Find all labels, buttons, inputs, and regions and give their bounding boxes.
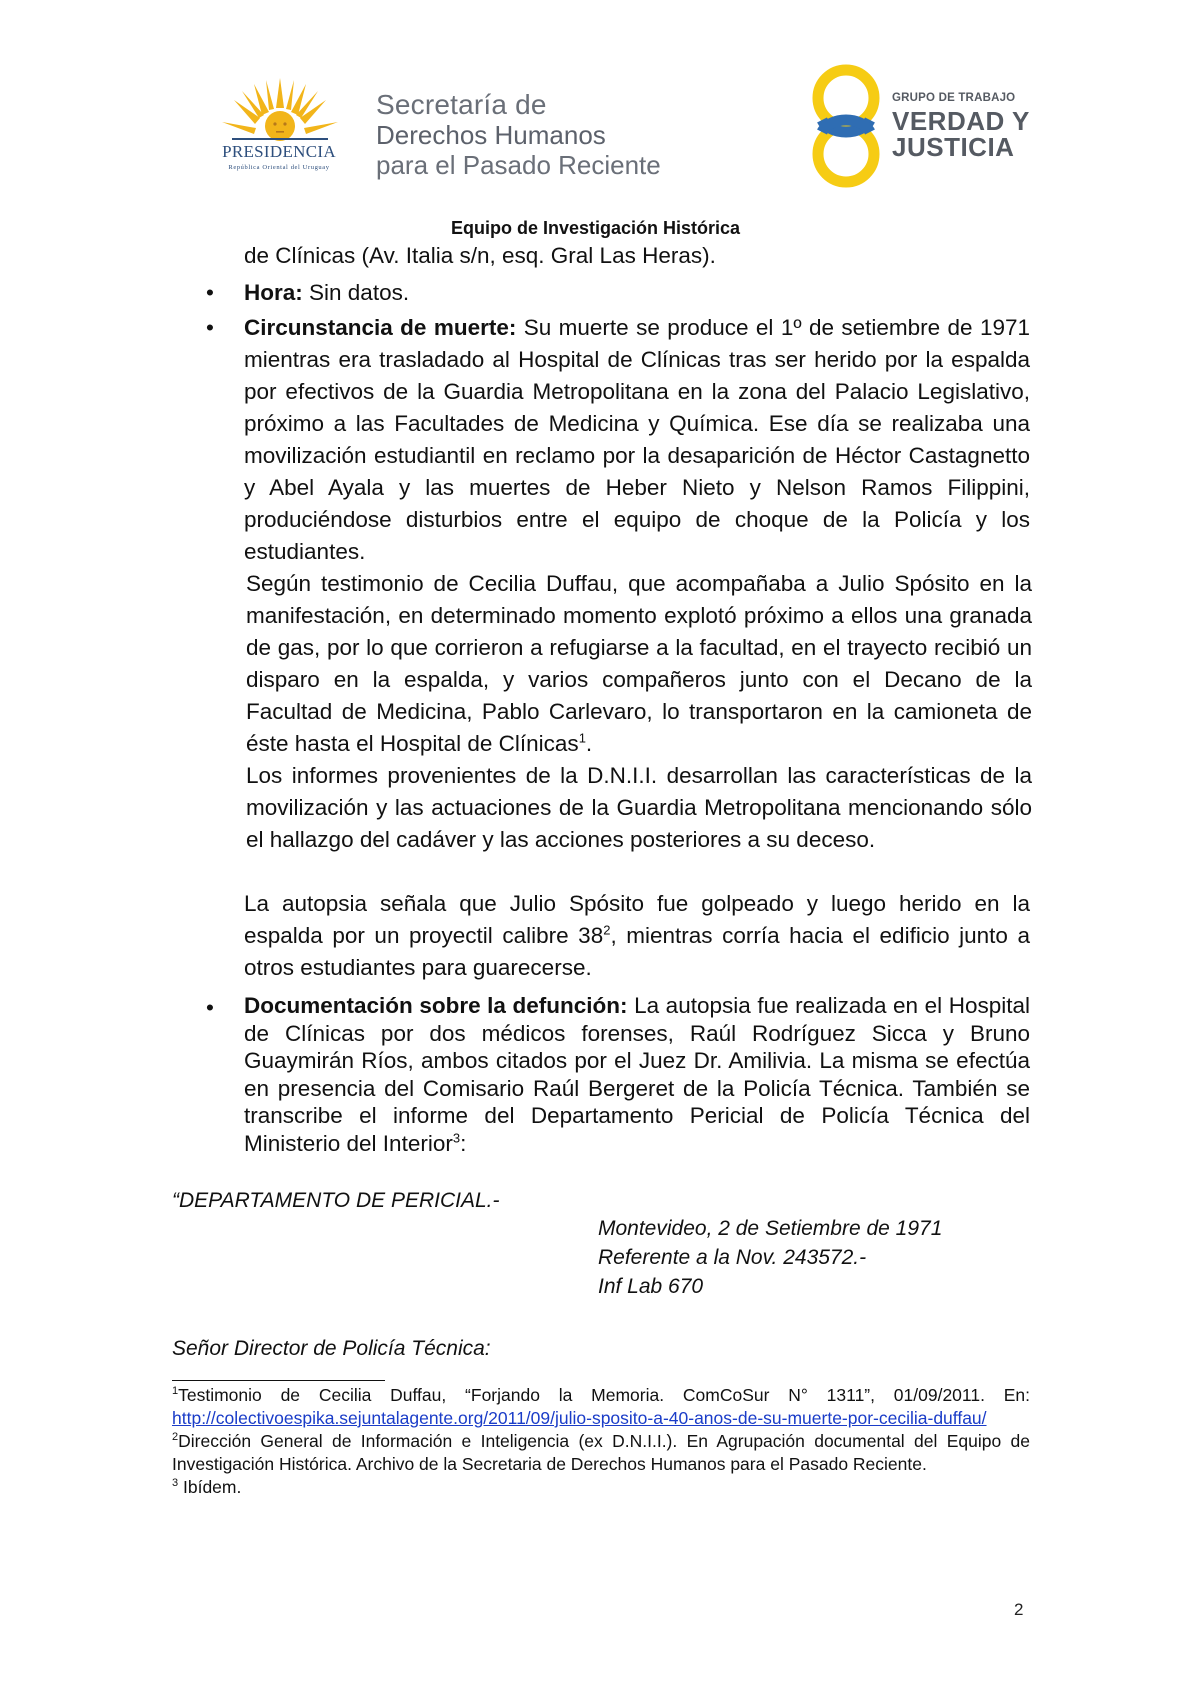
report-place-date: Montevideo, 2 de Setiembre de 1971 [598, 1217, 943, 1240]
circunstancia-body [244, 312, 1030, 568]
report-referente: Referente a la Nov. 243572.- [598, 1246, 867, 1269]
documentacion-label: Documentación sobre la defunción: [244, 993, 628, 1018]
bullet-icon: • [206, 995, 214, 1020]
grupo-title-line-1: VERDAD Y [892, 106, 1030, 136]
page-number: 2 [1014, 1600, 1024, 1619]
autopsia-text-before: La autopsia señala que Julio Spósito fue golpeado y luego herido en la espalda por un proyectil calibre 38 [244, 891, 1030, 948]
hora-label: Hora: [244, 280, 303, 305]
report-salutation: Señor Director de Policía Técnica: [172, 1337, 491, 1360]
secretaria-line-2: Derechos Humanos [376, 120, 606, 150]
testimonio-end: . [585, 731, 593, 756]
footnote-ref-3[interactable]: 3 [452, 1130, 461, 1145]
secretaria-line-3: para el Pasado Reciente [376, 150, 661, 180]
footnote-3 [172, 1476, 1030, 1499]
infinity-rings-icon [808, 62, 892, 190]
logo-divider [232, 138, 328, 140]
continuation-line [244, 240, 1030, 272]
report-inf-lab: Inf Lab 670 [598, 1275, 704, 1298]
bullet-icon: • [206, 280, 214, 305]
team-title: Equipo de Investigación Histórica [450, 218, 741, 238]
footnote-number: 2 [172, 1431, 179, 1444]
secretaria-logo-text [376, 90, 661, 180]
hora-body [244, 277, 1030, 309]
presidencia-subtitle: República Oriental del Uruguay [228, 164, 330, 171]
footnote-number: 1 [172, 1385, 179, 1398]
documentacion-end: : [460, 1130, 467, 1156]
autopsia-paragraph [244, 888, 1030, 984]
report-department: “DEPARTAMENTO DE PERICIAL.- [172, 1189, 500, 1212]
grupo-trabajo-logo [808, 62, 1038, 190]
footnote-1 [172, 1384, 1030, 1430]
hora-text: Sin datos. [302, 280, 410, 305]
footnote-number: 3 [172, 1477, 179, 1490]
footnote-divider [172, 1380, 385, 1381]
footnote-2 [172, 1430, 1030, 1476]
autopsia-text-after: , mientras corría hacia el edificio junto a otros estudiantes para guarecerse. [244, 923, 1030, 980]
sun-icon [196, 78, 356, 144]
testimonio-paragraph [246, 568, 1032, 760]
presidencia-name: PRESIDENCIA [222, 142, 336, 161]
testimonio-text: Según testimonio de Cecilia Duffau, que acompañaba a Julio Spósito en la manifestación, en determinado momento explotó próximo a ellos una granada de gas, por lo que corrieron a refugiarse a la facultad, en el trayecto recibió un disparo en la espalda, y varios compañeros junto con el Decano de la Facultad de Medicina, Pablo Carlevaro, lo transportaron en la camioneta de éste hasta el Hospital de Clínicas [246, 571, 1032, 756]
circunstancia-text: Su muerte se produce el 1º de setiembre de 1971 mientras era trasladado al Hospital de Clínicas tras ser herido por la espalda por efectivos de la Guardia Metropolitana en la zona del Palacio Legislativo, próximo a las Facultades de Medicina y Química. Ese día se realizaba una movilización estudiantil en reclamo por la desaparición de Héctor Castagnetto y Abel Ayala y las muertes de Heber Nieto y Nelson Ramos Filippini, produciéndose disturbios entre el equipo de choque de la Policía y los estudiantes. [244, 315, 1030, 564]
footnote-link[interactable]: http://colectivoespika.sejuntalagente.org/2011/09/julio-sposito-a-40-anos-de-su-muerte-por-cecilia-duffau/ [172, 1408, 987, 1428]
footnotes [172, 1384, 1030, 1499]
footnote-text: Dirección General de Información e Inteligencia (ex D.N.I.I.). En Agrupación documental del Equipo de Investigación Histórica. Archivo de la Secretaria de Derechos Humanos para el Pasado Reciente. [172, 1431, 1030, 1474]
informes-text: Los informes provenientes de la D.N.I.I. desarrollan las características de la movilización y las actuaciones de la Guardia Metropolitana mencionando sólo el hallazgo del cadáver y las acciones posteriores a su deceso. [246, 763, 1032, 852]
grupo-small-label: GRUPO DE TRABAJO [892, 92, 1016, 104]
footnote-text: Testimonio de Cecilia Duffau, “Forjando la Memoria. ComCoSur N° 1311”, 01/09/2011. En: [178, 1385, 1030, 1405]
secretaria-line-1: Secretaría de [376, 89, 547, 120]
bullet-icon: • [206, 315, 214, 340]
footnote-text: Ibídem. [178, 1477, 242, 1497]
grupo-title-line-2: JUSTICIA [892, 132, 1015, 162]
report-header-block [598, 1214, 942, 1301]
documentacion-text: La autopsia fue realizada en el Hospital de Clínicas por dos médicos forenses, Raúl Rodríguez Sicca y Bruno Guaymirán Ríos, ambos citados por el Juez Dr. Amilivia. La misma se efectúa en presencia del Comisario Raúl Bergeret de la Policía Técnica. También se transcribe el informe del Departamento Pericial de Policía Técnica del Ministerio del Interior [244, 993, 1031, 1156]
footnote-ref-2[interactable]: 2 [603, 922, 611, 938]
presidencia-logo [196, 78, 356, 188]
documentacion-body [244, 992, 1030, 1157]
page-header [0, 0, 1191, 260]
informes-paragraph [246, 760, 1032, 856]
continuation-text: de Clínicas (Av. Italia s/n, esq. Gral Las Heras). [244, 243, 716, 268]
circunstancia-label: Circunstancia de muerte: [244, 315, 517, 340]
footnote-ref-1[interactable]: 1 [578, 730, 586, 746]
